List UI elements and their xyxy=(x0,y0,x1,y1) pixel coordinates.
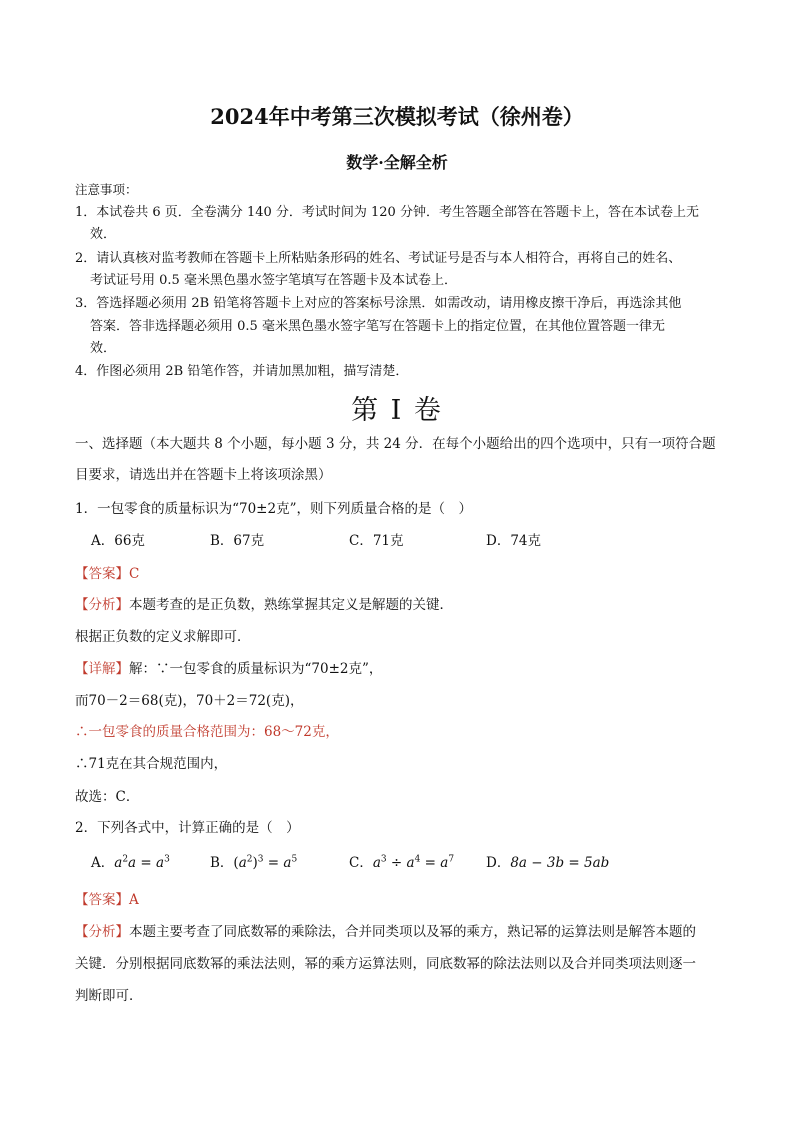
q2-option-a-formula: $a^2a = a^3$ xyxy=(114,854,170,871)
q1-analysis-tag: 【分析】 xyxy=(75,597,129,613)
q1-detail-3: ∴一包零食的质量合格范围为：68～72克， xyxy=(75,724,339,740)
q1-detail-2: 而70－2＝68(克)，70＋2＝72(克)， xyxy=(75,693,304,709)
notice-item-3-line-2: 答案．答非选择题必须用 0.5 毫米黑色墨水签字笔写在答题卡上的指定位置，在其他位置答题一律无 xyxy=(90,319,665,334)
q2-option-b xyxy=(210,851,297,871)
q2-option-b-formula: $(a^2)^3 = a^5$ xyxy=(233,854,298,871)
q2-option-d xyxy=(486,851,609,871)
notice-item-2-line-2: 考试证号用 0.5 毫米黑色墨水签字笔填写在答题卡及本试卷上． xyxy=(90,273,457,288)
q1-analysis-row xyxy=(75,593,453,613)
page-title: 2024年中考第三次模拟考试（徐州卷） xyxy=(210,104,584,129)
q2-option-b-label: B． xyxy=(210,855,234,871)
q2-analysis-1: 本题主要考查了同底数幂的乘除法，合并同类项以及幂的乘方，熟记幂的运算法则是解答本题的 xyxy=(129,924,696,940)
notice-item-1-line-2: 效． xyxy=(90,227,117,242)
notice-item-4: 4．作图必须用 2B 铅笔作答，并请加黑加粗，描写清楚． xyxy=(75,364,409,379)
q1-option-a: A．66克 xyxy=(91,533,145,549)
q2-analysis-2: 关键．分别根据同底数幂的乘法法则，幂的乘方运算法则，同底数幂的除法法则以及合并同类项法则逐一 xyxy=(75,956,696,972)
notice-item-3-line-3: 效． xyxy=(90,341,117,356)
q2-option-a-label: A． xyxy=(91,855,115,871)
page-subtitle: 数学·全解全析 xyxy=(346,153,448,172)
q1-detail-tag: 【详解】 xyxy=(75,661,129,677)
section-heading-line-2: 目要求，请选出并在答题卡上将该项涂黑） xyxy=(75,467,332,483)
q1-stem: 1．一包零食的质量标识为“70±2克”，则下列质量合格的是（ ） xyxy=(75,501,472,517)
q2-option-d-label: D． xyxy=(486,855,511,871)
q2-option-c xyxy=(349,851,454,871)
notice-item-2-line-1: 2．请认真核对监考教师在答题卡上所粘贴条形码的姓名、考试证号是否与本人相符合，再将自己的姓名、 xyxy=(75,251,682,266)
q1-option-c: C．71克 xyxy=(349,533,404,549)
q2-answer-row xyxy=(75,888,139,908)
q1-answer-row xyxy=(75,562,139,582)
notice-heading: 注意事项： xyxy=(75,182,138,197)
q2-option-a xyxy=(91,851,170,871)
q1-option-d: D．74克 xyxy=(486,533,542,549)
q1-answer: C xyxy=(129,566,140,582)
q1-detail-4: ∴71克在其合规范围内， xyxy=(75,756,228,772)
q1-analysis: 本题考查的是正负数，熟练掌握其定义是解题的关键． xyxy=(129,597,453,613)
q1-detail-row xyxy=(75,657,382,677)
notice-item-3-line-1: 3．答选择题必须用 2B 铅笔将答题卡上对应的答案标号涂黑．如需改动，请用橡皮擦干净后，再选涂其他 xyxy=(75,296,682,311)
q2-option-c-label: C． xyxy=(349,855,373,871)
volume-title: 第 I 卷 xyxy=(351,395,443,426)
q2-answer-tag: 【答案】 xyxy=(75,892,129,908)
q1-detail-5: 故选：C． xyxy=(75,789,140,805)
q2-answer: A xyxy=(129,892,139,908)
q1-analysis-2: 根据正负数的定义求解即可． xyxy=(75,629,251,645)
q2-analysis-tag: 【分析】 xyxy=(75,924,129,940)
q1-option-b: B．67克 xyxy=(210,533,265,549)
section-heading-line-1: 一、选择题（本大题共 8 个小题，每小题 3 分，共 24 分．在每个小题给出的四个选项中，只有一项符合题 xyxy=(75,436,716,452)
notice-item-1-line-1: 1．本试卷共 6 页．全卷满分 140 分．考试时间为 120 分钟．考生答题全部答在答题卡上，答在本试卷上无 xyxy=(75,205,699,220)
q2-stem: 2．下列各式中，计算正确的是（ ） xyxy=(75,820,300,836)
q1-detail-1: 解：∵一包零食的质量标识为“70±2克”， xyxy=(129,661,383,677)
q2-option-c-formula: $a^3 \div a^4 = a^7$ xyxy=(372,854,455,871)
q2-analysis-3: 判断即可． xyxy=(75,988,143,1004)
q1-answer-tag: 【答案】 xyxy=(75,566,129,582)
q2-analysis-row xyxy=(75,920,696,940)
q2-option-d-formula: 8a − 3b = 5ab xyxy=(510,855,610,871)
